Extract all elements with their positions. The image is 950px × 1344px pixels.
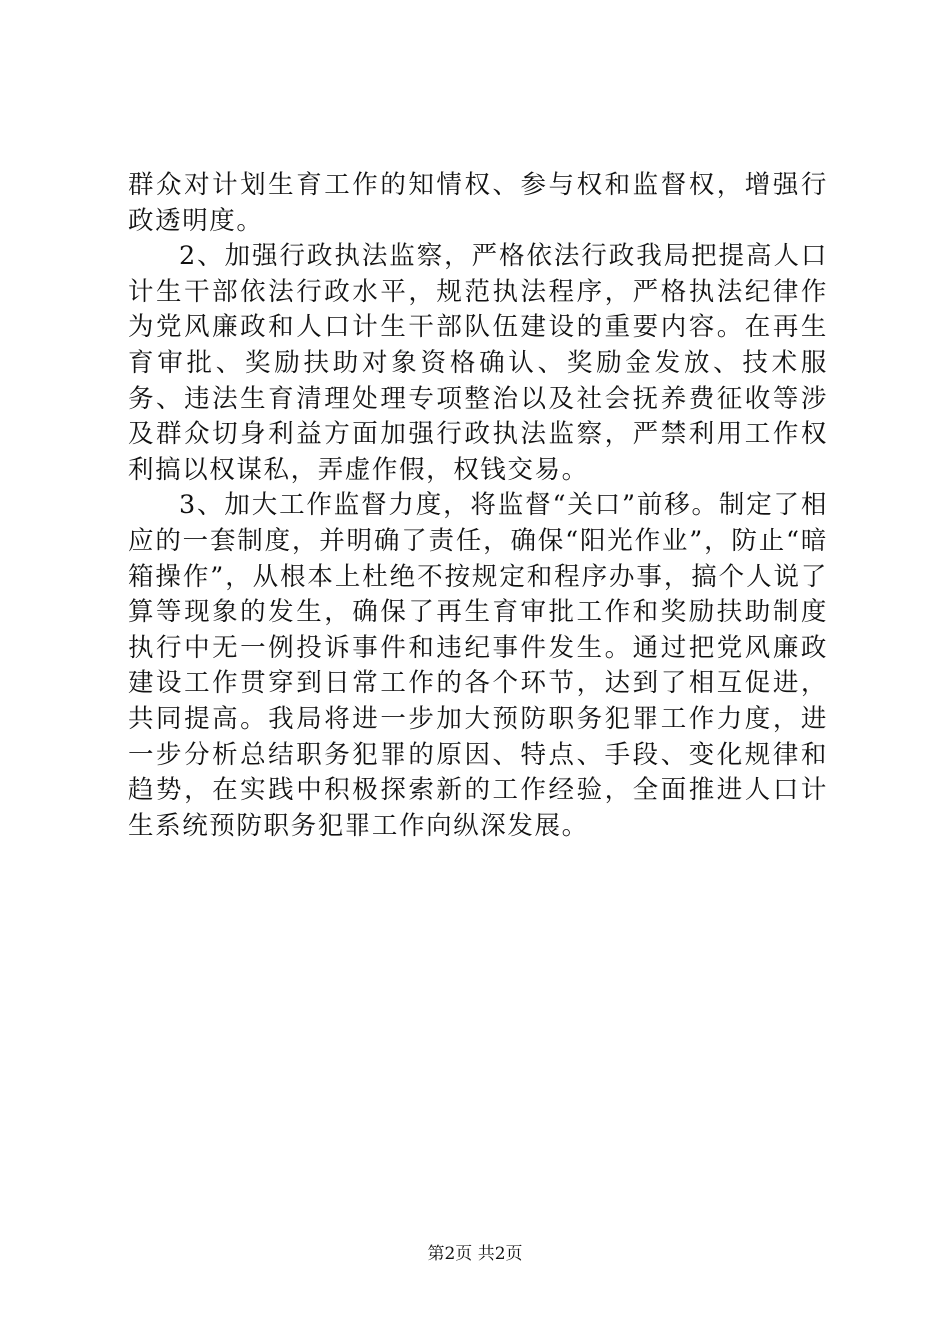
paragraph-continuation: 群众对计划生育工作的知情权、参与权和监督权，增强行政透明度。 bbox=[128, 170, 828, 236]
document-body bbox=[128, 168, 828, 844]
paragraph-item-3: 3、加大工作监督力度，将监督“关口”前移。制定了相应的一套制度，并明确了责任，确保“阳光作业”，防止“暗箱操作”，从根本上杜绝不按规定和程序办事，搞个人说了算等现象的发生，确保了再生育审批工作和奖励扶助制度执行中无一例投诉事件和违纪事件发生。通过把党风廉政建设工作贯穿到日常工作的各个环节，达到了相互促进，共同提高。我局将进一步加大预防职务犯罪工作力度，进一步分析总结职务犯罪的原因、特点、手段、变化规律和趋势，在实践中积极探索新的工作经验，全面推进人口计生系统预防职务犯罪工作向纵深发展。 bbox=[128, 490, 828, 841]
paragraph-item-2: 2、加强行政执法监察，严格依法行政我局把提高人口计生干部依法行政水平，规范执法程序，严格执法纪律作为党风廉政和人口计生干部队伍建设的重要内容。在再生育审批、奖励扶助对象资格确认、奖励金发放、技术服务、违法生育清理处理专项整治以及社会抚养费征收等涉及群众切身利益方面加强行政执法监察，严禁利用工作权利搞以权谋私，弄虚作假，权钱交易。 bbox=[128, 241, 828, 485]
page-number-footer: 第2页 共2页 bbox=[427, 1244, 523, 1264]
